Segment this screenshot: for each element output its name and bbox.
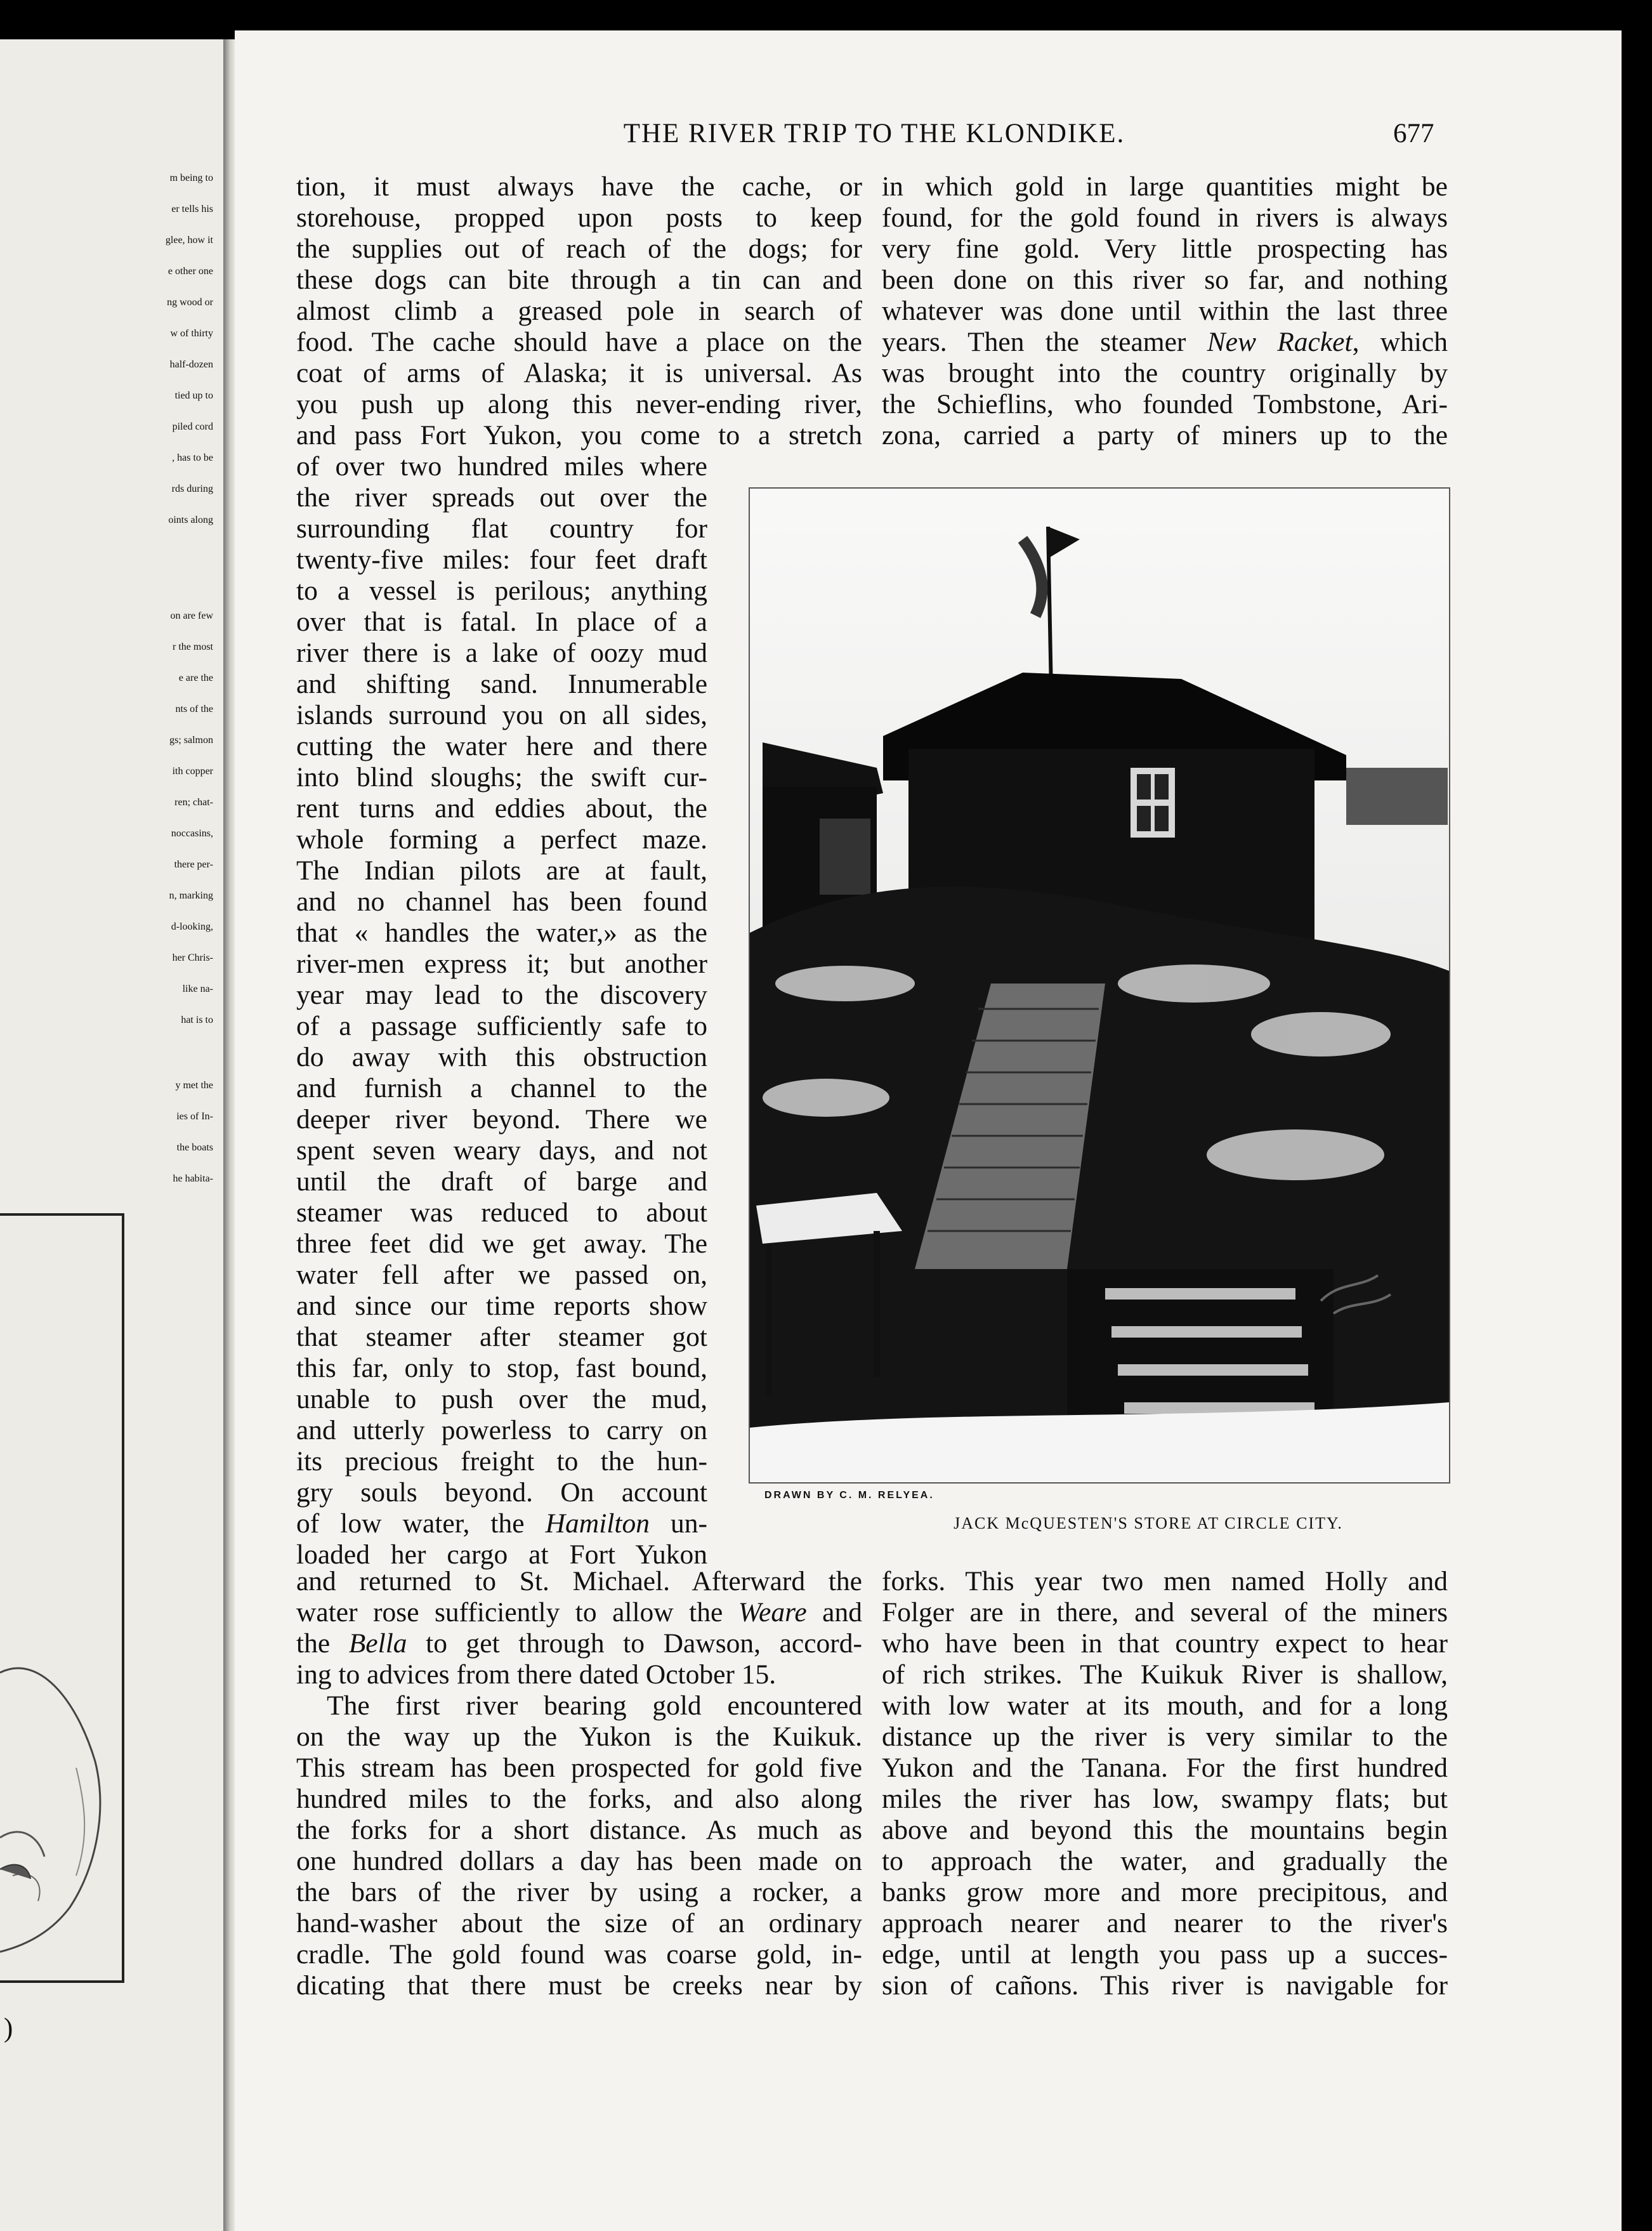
text-line-mixed: [296, 1508, 707, 1539]
column-2-bottom: [882, 1566, 1448, 2001]
text-line: The Indian pilots are at fault,: [296, 855, 707, 886]
text-fragment: gs; salmon: [169, 735, 213, 746]
vessel-name: Bella: [348, 1628, 407, 1659]
book-gutter: [223, 39, 235, 2231]
text-line: twenty-five miles: four feet draft: [296, 544, 707, 575]
text-line: that steamer after steamer got: [296, 1322, 707, 1352]
text-run: the: [296, 1628, 349, 1659]
left-page-text-fragment-bottom: [173, 1080, 213, 1204]
text-fragment: y met the: [175, 1080, 213, 1091]
text-fragment: e other one: [167, 266, 213, 277]
text-run: water rose sufficiently to allow the: [296, 1597, 738, 1628]
text-line: over that is fatal. In place of a: [296, 607, 707, 637]
text-fragment: r the most: [173, 642, 213, 652]
text-fragment: ng wood or: [167, 297, 213, 308]
text-line: these dogs can bite through a tin can and: [296, 265, 862, 295]
text-line: on the way up the Yukon is the Kuikuk.: [296, 1721, 862, 1752]
text-fragment: er tells his: [171, 204, 213, 214]
illustration-credit: DRAWN BY C. M. RELYEA.: [764, 1490, 934, 1501]
text-fragment: half-dozen: [169, 359, 213, 370]
text-line: Yukon and the Tanana. For the first hundred: [882, 1753, 1448, 1783]
text-line: found, for the gold found in rivers is always: [882, 202, 1448, 233]
text-line: distance up the river is very similar to the: [882, 1721, 1448, 1752]
text-line: to a vessel is perilous; anything: [296, 576, 707, 606]
text-line: This stream has been prospected for gold five: [296, 1753, 862, 1783]
text-line: tion, it must always have the cache, or: [296, 171, 862, 202]
text-fragment: m being to: [169, 173, 213, 183]
text-line: the Schieflins, who founded Tombstone, Ari-: [882, 389, 1448, 419]
running-head: THE RIVER TRIP TO THE KLONDIKE.: [623, 119, 1125, 148]
text-line: Folger are in there, and several of the miners: [882, 1597, 1448, 1628]
text-line: three feet did we get away. The: [296, 1228, 707, 1259]
text-run: , which: [1352, 327, 1448, 357]
text-line: with low water at its mouth, and for a long: [882, 1690, 1448, 1721]
text-line: into blind sloughs; the swift cur-: [296, 762, 707, 793]
text-line: of rich strikes. The Kuikuk River is shallow,: [882, 1659, 1448, 1690]
text-line: edge, until at length you pass up a succes-: [882, 1939, 1448, 1970]
text-line-mixed: [882, 327, 1448, 358]
text-run: years. Then the steamer: [882, 327, 1207, 357]
text-fragment: w of thirty: [170, 328, 213, 339]
text-line: of a passage sufficiently safe to: [296, 1011, 707, 1041]
text-line: and pass Fort Yukon, you come to a stretch: [296, 420, 862, 451]
vessel-name: Hamilton: [545, 1508, 650, 1539]
text-fragment: d-looking,: [171, 921, 213, 932]
text-line: hundred miles to the forks, and also along: [296, 1784, 862, 1814]
text-line: and furnish a channel to the: [296, 1073, 707, 1103]
column-1-top: [296, 171, 862, 451]
text-line: whole forming a perfect maze.: [296, 824, 707, 855]
text-line: almost climb a greased pole in search of: [296, 296, 862, 326]
column-2-top: [882, 171, 1448, 451]
text-line: cutting the water here and there: [296, 731, 707, 761]
text-run: to get through to Dawson, accord-: [407, 1628, 862, 1659]
text-line: who have been in that country expect to hear: [882, 1628, 1448, 1659]
text-run: un-: [649, 1508, 707, 1539]
text-line: river-men express it; but another: [296, 949, 707, 979]
text-line: and since our time reports show: [296, 1291, 707, 1321]
text-line: do away with this obstruction: [296, 1042, 707, 1072]
text-run: of low water, the: [296, 1508, 525, 1539]
text-line-mixed: [296, 1597, 862, 1628]
text-fragment: hat is to: [181, 1015, 213, 1025]
text-fragment: glee, how it: [165, 235, 213, 246]
text-fragment: ies of In-: [176, 1111, 213, 1122]
column-1-bottom: [296, 1566, 862, 2001]
text-line: deeper river beyond. There we: [296, 1104, 707, 1135]
text-line: hand-washer about the size of an ordinary: [296, 1908, 862, 1938]
text-line: whatever was done until within the last three: [882, 296, 1448, 326]
text-line: one hundred dollars a day has been made on: [296, 1846, 862, 1876]
text-line: sion of cañons. This river is navigable for: [882, 1970, 1448, 2001]
vessel-name: Weare: [738, 1597, 807, 1628]
text-line: The first river bearing gold encountered: [327, 1690, 862, 1721]
column-1-narrow: [296, 451, 707, 1570]
text-fragment: e are the: [178, 673, 213, 683]
text-line: the supplies out of reach of the dogs; for: [296, 234, 862, 264]
text-line: banks grow more and more precipitous, and: [882, 1877, 1448, 1907]
text-line: to approach the water, and gradually the: [882, 1846, 1448, 1876]
text-line: ing to advices from there dated October 15.: [296, 1659, 777, 1690]
text-line: storehouse, propped upon posts to keep: [296, 202, 862, 233]
illustration-caption: JACK McQUESTEN'S STORE AT CIRCLE CITY.: [954, 1514, 1343, 1532]
text-line: food. The cache should have a place on the: [296, 327, 862, 357]
text-line: very fine gold. Very little prospecting has: [882, 234, 1448, 264]
text-fragment: her Chris-: [172, 952, 213, 963]
text-line: year may lead to the discovery: [296, 980, 707, 1010]
text-line: the forks for a short distance. As much as: [296, 1815, 862, 1845]
text-line: been done on this river so far, and nothing: [882, 265, 1448, 295]
text-line: zona, carried a party of miners up to the: [882, 420, 1448, 451]
text-line: the bars of the river by using a rocker, a: [296, 1877, 862, 1907]
text-line: river there is a lake of oozy mud: [296, 638, 707, 668]
left-page: [0, 39, 223, 2231]
text-fragment: , has to be: [172, 452, 213, 463]
text-line: and shifting sand. Innumerable: [296, 669, 707, 699]
left-page-text-fragment-mid: [169, 610, 213, 1046]
text-fragment: piled cord: [172, 421, 213, 432]
text-line: that « handles the water,» as the: [296, 918, 707, 948]
text-run: and: [806, 1597, 862, 1628]
text-line: the river spreads out over the: [296, 482, 707, 513]
text-fragment: n, marking: [169, 890, 213, 901]
text-line: above and beyond this the mountains begin: [882, 1815, 1448, 1845]
text-line: loaded her cargo at Fort Yukon: [296, 1539, 707, 1570]
text-line: until the draft of barge and: [296, 1166, 707, 1197]
text-line: coat of arms of Alaska; it is universal. As: [296, 358, 862, 388]
text-line: in which gold in large quantities might be: [882, 171, 1448, 202]
text-fragment: oints along: [168, 515, 213, 525]
text-fragment: rds during: [171, 484, 213, 494]
text-line: water fell after we passed on,: [296, 1260, 707, 1290]
text-line: you push up along this never-ending river,: [296, 389, 862, 419]
text-line: rent turns and eddies about, the: [296, 793, 707, 824]
text-line: approach nearer and nearer to the river's: [882, 1908, 1448, 1938]
text-fragment: ren; chat-: [174, 797, 213, 808]
text-fragment: on are few: [170, 610, 213, 621]
text-line: miles the river has low, swampy flats; but: [882, 1784, 1448, 1814]
text-fragment: tied up to: [174, 390, 213, 401]
text-fragment: ith copper: [172, 766, 213, 777]
text-line: its precious freight to the hun-: [296, 1446, 707, 1477]
text-line: forks. This year two men named Holly and: [882, 1566, 1448, 1596]
text-line: and returned to St. Michael. Afterward the: [296, 1566, 862, 1596]
text-line: gry souls beyond. On account: [296, 1477, 707, 1508]
text-line: dicating that there must be creeks near by: [296, 1970, 862, 2001]
text-line: islands surround you on all sides,: [296, 700, 707, 730]
text-line: and utterly powerless to carry on: [296, 1415, 707, 1445]
text-line: spent seven weary days, and not: [296, 1135, 707, 1166]
text-fragment: ): [4, 2013, 13, 2043]
text-line: of over two hundred miles where: [296, 451, 707, 482]
text-line: and no channel has been found: [296, 886, 707, 917]
text-fragment: noccasins,: [171, 828, 213, 839]
left-page-text-fragment-top: [166, 173, 213, 546]
text-line: steamer was reduced to about: [296, 1197, 707, 1228]
text-fragment: he habita-: [173, 1173, 213, 1184]
text-line-mixed: [296, 1628, 862, 1659]
illustration-store-circle-city: [749, 487, 1450, 1484]
text-line: cradle. The gold found was coarse gold, in-: [296, 1939, 862, 1970]
text-line: unable to push over the mud,: [296, 1384, 707, 1414]
text-line: this far, only to stop, fast bound,: [296, 1353, 707, 1383]
text-fragment: nts of the: [175, 704, 213, 714]
portrait-illustration-fragment: [0, 1213, 124, 1983]
text-fragment: the boats: [176, 1142, 213, 1153]
text-line: was brought into the country originally by: [882, 358, 1448, 388]
text-fragment: there per-: [174, 859, 213, 870]
page-number: 677: [1393, 119, 1434, 148]
text-line: surrounding flat country for: [296, 513, 707, 544]
page-edge-shadow: [1622, 30, 1652, 2231]
vessel-name: New Racket: [1207, 327, 1353, 357]
text-fragment: like na-: [182, 984, 213, 994]
